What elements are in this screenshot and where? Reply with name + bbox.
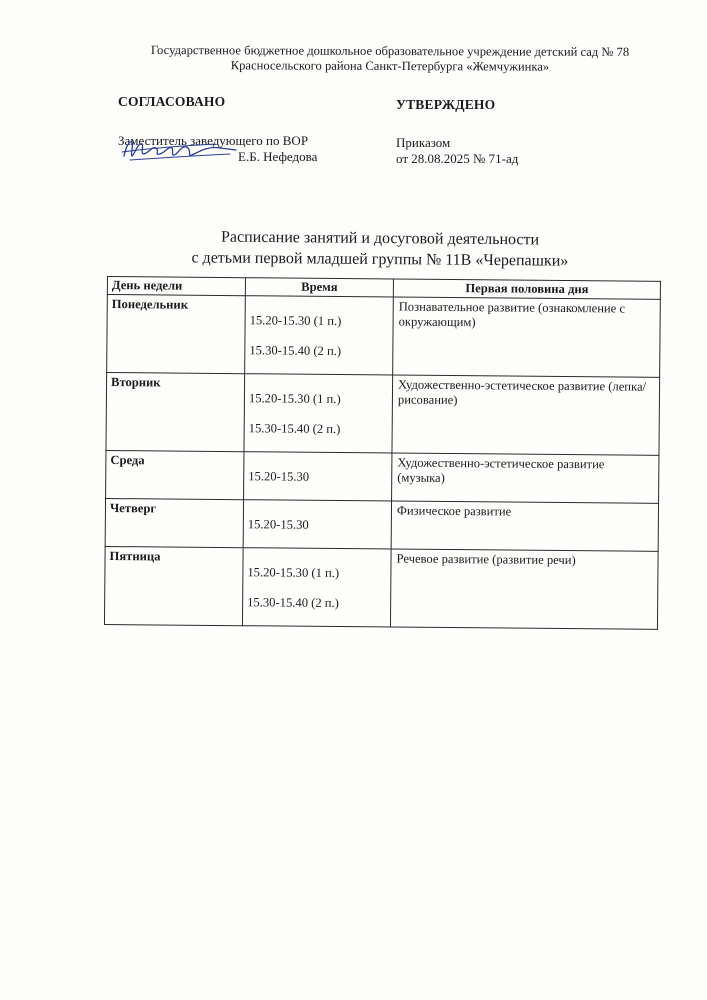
day-cell: Четверг — [105, 498, 243, 547]
time-slot: 15.20-15.30 — [248, 469, 310, 484]
day-cell: Среда — [106, 450, 244, 499]
time-slot: 15.20-15.30 (1 п.) — [247, 565, 340, 581]
time-slot: 15.20-15.30 (1 п.) — [248, 391, 341, 407]
table-row — [106, 373, 660, 456]
column-header-day: День недели — [107, 277, 245, 296]
time-slot: 15.30-15.40 (2 п.) — [248, 421, 341, 437]
column-header-time: Время — [245, 278, 393, 297]
time-cell — [244, 452, 392, 501]
schedule-table-wrapper — [104, 276, 660, 630]
table-row — [105, 498, 658, 551]
table-row — [104, 546, 658, 629]
activity-cell: Речевое развитие (развитие речи) — [390, 549, 658, 629]
time-cell — [244, 374, 393, 453]
agreed-heading: СОГЛАСОВАНО — [118, 94, 226, 109]
day-cell: Понедельник — [107, 295, 246, 374]
approved-heading: УТВЕРЖДЕНО — [396, 97, 496, 112]
approval-block-approved — [396, 97, 636, 167]
schedule-table — [104, 276, 661, 630]
time-slot: 15.20-15.30 (1 п.) — [249, 313, 342, 329]
handwritten-signature — [120, 132, 240, 164]
time-cell — [242, 548, 391, 627]
activity-cell: Художественно-эстетическое развитие (лепка/рисование) — [392, 375, 660, 455]
order-label: Приказом — [396, 135, 451, 150]
title-line1: Расписание занятий и досуговой деятельности — [220, 228, 540, 249]
activity-cell: Познавательное развитие (ознакомление с окружающим) — [393, 297, 661, 377]
activity-cell: Художественно-эстетическое развитие (музыка) — [392, 453, 659, 503]
table-row — [106, 450, 659, 503]
title-line2: с детьми первой младшей группы № 11В «Черепашки» — [191, 249, 569, 270]
time-slot: 15.20-15.30 — [247, 517, 309, 532]
schedule-title — [150, 226, 610, 272]
time-slot: 15.30-15.40 (2 п.) — [247, 595, 339, 611]
agreed-position: Заместитель заведующего по ВОР — [118, 133, 309, 148]
table-row — [107, 295, 661, 378]
day-cell: Вторник — [106, 373, 245, 452]
time-cell — [243, 500, 391, 549]
column-header-activity: Первая половина дня — [393, 279, 660, 299]
org-name-line1: Государственное бюджетное дошкольное образовательное учреждение детский сад № 78 — [150, 42, 630, 60]
activity-cell: Физическое развитие — [391, 501, 658, 551]
agreed-name: Е.Б. Нефедова — [238, 149, 318, 164]
time-slot: 15.30-15.40 (2 п.) — [249, 343, 342, 359]
organization-header — [120, 43, 660, 75]
order-reference: от 28.08.2025 № 71-ад — [396, 151, 519, 166]
time-cell — [245, 296, 394, 375]
org-name-line2: Красносельского района Санкт-Петербурга «Жемчужинка» — [230, 58, 550, 74]
day-cell: Пятница — [104, 546, 243, 625]
